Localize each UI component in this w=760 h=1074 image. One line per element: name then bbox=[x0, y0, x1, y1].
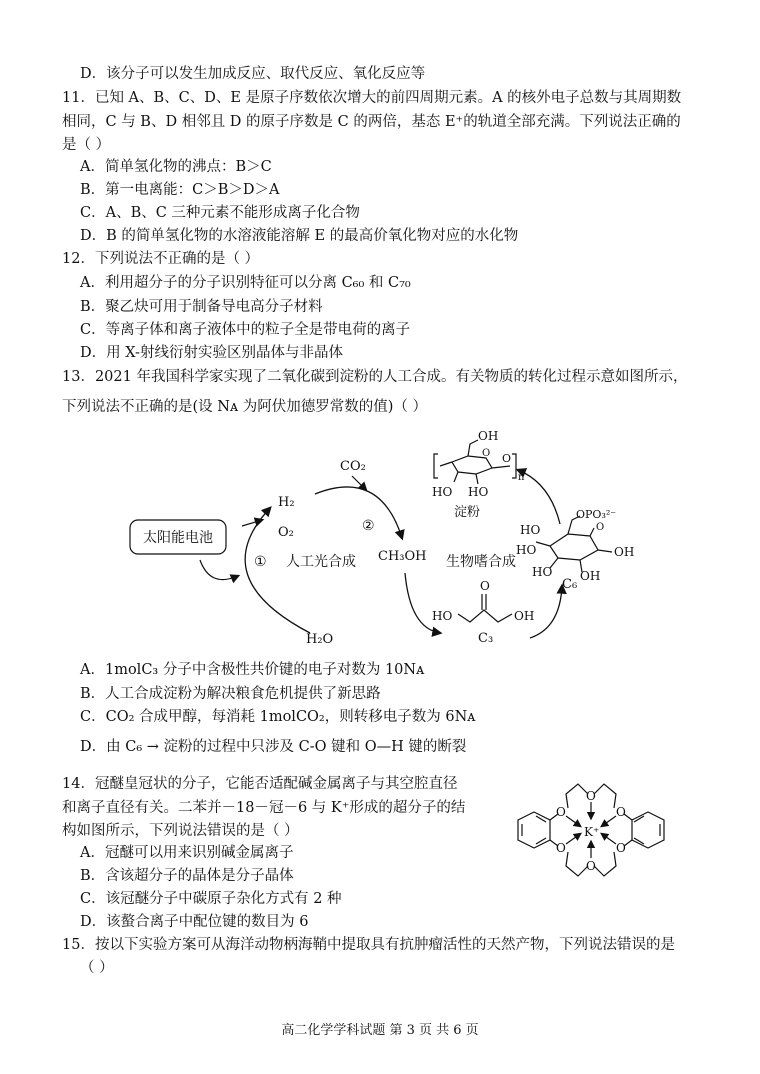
h2-to-methanol-arc bbox=[315, 487, 402, 538]
co2-label: CO₂ bbox=[340, 459, 366, 474]
q15-stem-line1: 15．按以下实验方案可从海洋动物柄海鞘中提取具有抗肿瘤活性的天然产物，下列说法错误的是 bbox=[62, 937, 675, 953]
q13-option-d: D．由 C₆ → 淀粉的过程中只涉及 C-O 键和 O—H 键的断裂 bbox=[80, 739, 467, 755]
c6-oh-bottom: OH bbox=[580, 569, 601, 583]
q13-option-b: B．人工合成淀粉为解决粮食危机提供了新思路 bbox=[80, 686, 381, 702]
c3-to-c6-arc bbox=[530, 586, 562, 638]
c3-label: C₃ bbox=[478, 631, 494, 646]
solar-arrow bbox=[200, 560, 238, 580]
q12-option-d: D．用 X-射线衍射实验区别晶体与非晶体 bbox=[80, 345, 343, 361]
left-benzene-ring bbox=[518, 812, 550, 848]
q11-option-a: A．简单氢化物的沸点：B＞C bbox=[80, 159, 272, 175]
bio-label: 生物嗜合成 bbox=[446, 554, 516, 570]
q13-stem-line1: 13．2021 年我国科学家实现了二氧化碳到淀粉的人工合成。有关物质的转化过程示意如图所示， bbox=[62, 369, 688, 385]
c3-oh-label: OH bbox=[514, 609, 535, 623]
q14-stem-line3: 构如图所示，下列说法错误的是（ ） bbox=[62, 823, 299, 839]
q14-stem-line1: 14．冠醚皇冠状的分子，它能否适配碱金属离子与其空腔直径 bbox=[62, 776, 458, 792]
q14-stem-line2: 和离子直径有关。二苯并－18－冠－6 与 K⁺形成的超分子的结 bbox=[62, 800, 466, 816]
o-left-top: O bbox=[556, 805, 566, 819]
step1-label: ① bbox=[254, 554, 267, 570]
starch-bridge-o: O bbox=[502, 452, 512, 465]
c6-ring-o: O bbox=[596, 522, 605, 533]
step2-label: ② bbox=[362, 518, 375, 534]
starch-oh-top: OH bbox=[478, 429, 499, 443]
page-footer: 高二化学学科试题 第 3 页 共 6 页 bbox=[281, 1023, 479, 1038]
c6-phosphate: OPO₃²⁻ bbox=[576, 508, 617, 521]
c6-ho-left: HO bbox=[516, 543, 537, 557]
q13-option-a: A．1molC₃ 分子中含极性共价键的电子对数为 10Nᴀ bbox=[80, 662, 425, 678]
q11-option-d: D．B 的简单氢化物的水溶液能溶解 E 的最高价氧化物对应的水化物 bbox=[80, 228, 519, 244]
c6-ho-top: HO bbox=[520, 523, 541, 537]
methanol-label: CH₃OH bbox=[378, 549, 427, 564]
right-benzene-ring bbox=[632, 812, 664, 848]
q12-option-a: A．利用超分子的分子识别特征可以分离 C₆₀ 和 C₇₀ bbox=[80, 275, 411, 291]
o-top: O bbox=[586, 789, 596, 803]
starch-oh: HO bbox=[468, 485, 489, 499]
o-bottom: O bbox=[586, 859, 596, 873]
q12-option-c: C．等离子体和离子液体中的粒子全是带电荷的离子 bbox=[80, 322, 411, 338]
crown-ether-figure bbox=[488, 772, 694, 904]
artificial-label: 人工光合成 bbox=[286, 554, 356, 570]
q12-stem: 12．下列说法不正确的是（ ） bbox=[62, 251, 260, 267]
q11-stem-line3: 是（ ） bbox=[62, 137, 111, 153]
q11-stem-line1: 11．已知 A、B、C、D、E 是原子序数依次增大的前四周期元素。A 的核外电子总数与其周期数 bbox=[62, 90, 682, 106]
c6-ho-bottom: HO bbox=[532, 565, 553, 579]
q14-option-a: A．冠醚可以用来识别碱金属离子 bbox=[80, 845, 294, 861]
k-ion-label: K⁺ bbox=[584, 825, 600, 839]
q11-option-b: B．第一电离能：C＞B＞D＞A bbox=[80, 182, 280, 198]
c6-oh-right: OH bbox=[614, 545, 635, 559]
o-right-bottom: O bbox=[616, 841, 626, 855]
h2o-label: H₂O bbox=[306, 632, 334, 647]
starch-ho: HO bbox=[432, 485, 453, 499]
starch-label: 淀粉 bbox=[454, 505, 481, 520]
o-right-top: O bbox=[616, 805, 626, 819]
c6-label: C₆ bbox=[562, 577, 578, 592]
c3-molecule bbox=[458, 594, 512, 622]
q14-option-c: C．该冠醚分子中碳原子杂化方式有 2 种 bbox=[80, 891, 342, 907]
h2-label: H₂ bbox=[278, 495, 295, 510]
co2-to-starch-diagram bbox=[120, 428, 640, 660]
q11-stem-line2: 相同，C 与 B、D 相邻且 D 的原子序数是 C 的两倍，基态 E⁺的轨道全部充满。下列说法正确的 bbox=[62, 114, 681, 130]
o2-arrow bbox=[242, 520, 262, 526]
q11-option-c: C．A、B、C 三种元素不能形成离子化合物 bbox=[80, 205, 360, 221]
c3-o-label: O bbox=[480, 579, 490, 593]
o-left-bottom: O bbox=[556, 841, 566, 855]
q13-stem-line2: 下列说法不正确的是(设 Nᴀ 为阿伏加德罗常数的值)（ ） bbox=[62, 399, 428, 415]
q10-option-d: D．该分子可以发生加成反应、取代反应、氧化反应等 bbox=[80, 66, 426, 82]
q14-option-b: B．含该超分子的晶体是分子晶体 bbox=[80, 868, 294, 884]
starch-n: n bbox=[518, 472, 525, 483]
o2-label: O₂ bbox=[278, 525, 294, 540]
q12-option-b: B．聚乙炔可用于制备导电高分子材料 bbox=[80, 299, 323, 315]
q13-option-c: C．CO₂ 合成甲醇，每消耗 1molCO₂，则转移电子数为 6Nᴀ bbox=[80, 709, 476, 725]
starch-ring-o: O bbox=[482, 448, 491, 459]
q14-option-d: D．该螯合离子中配位键的数目为 6 bbox=[80, 914, 309, 930]
solar-cell-label: 太阳能电池 bbox=[143, 530, 213, 546]
c3-ho-label: HO bbox=[432, 609, 453, 623]
methanol-to-c3-arc bbox=[405, 573, 440, 633]
q15-stem-line2: （ ） bbox=[80, 960, 114, 976]
